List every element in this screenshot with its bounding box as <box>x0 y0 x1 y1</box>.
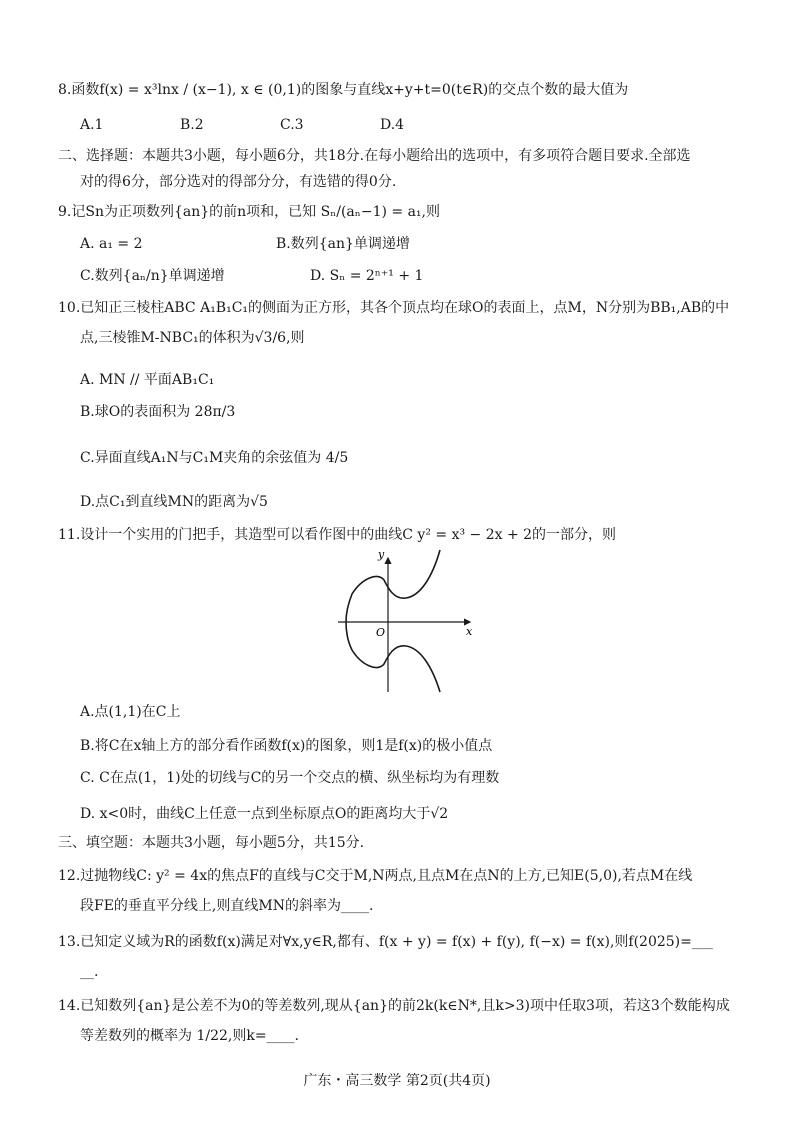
q11-option-c: C. C在点(1，1)处的切线与C的另一个交点的横、纵坐标均为有理数 <box>80 770 500 786</box>
q10-option-b: B.球O的表面积为 28π/3 <box>80 404 236 420</box>
q14-line2: 等差数列的概率为 1/22,则k=____. <box>80 1028 300 1044</box>
q10-option-d: D.点C₁到直线MN的距离为√5 <box>80 494 268 510</box>
q8-option-c: C.3 <box>280 117 304 133</box>
q12-line1: 12.过抛物线C: y² = 4x的焦点F的直线与C交于M,N两点,且点M在点N的上方,已知E(5,0),若点M在线 <box>58 868 693 884</box>
q8-option-d: D.4 <box>380 117 405 133</box>
q9-option-a: A. a₁ = 2 <box>80 236 143 252</box>
section3-title: 三、填空题：本题共3小题，每小题5分，共15分. <box>58 835 365 851</box>
curve-c <box>346 550 440 692</box>
q10-stem-line2: 点,三棱锥M-NBC₁的体积为√3/6,则 <box>80 330 305 346</box>
q11-option-a: A.点(1,1)在C上 <box>80 704 181 720</box>
q8-option-a: A.1 <box>80 117 104 133</box>
page-footer: 广东・高三数学 第2页(共4页) <box>303 1073 491 1089</box>
q9-option-b: B.数列{an}单调递增 <box>276 236 410 252</box>
section2-line1: 二、选择题：本题共3小题，每小题6分，共18分.在每小题给出的选项中，有多项符合题目要求.全部选 <box>58 148 691 164</box>
origin-label: O <box>376 626 386 639</box>
q10-option-c: C.异面直线A₁N与C₁M夹角的余弦值为 4/5 <box>80 450 349 466</box>
q11-stem: 11.设计一个实用的门把手，其造型可以看作图中的曲线C y² = x³ − 2x + 2的一部分，则 <box>58 527 617 543</box>
q13-line1: 13.已知定义域为R的函数f(x)满足对∀x,y∈R,都有、f(x + y) = f(x) + f(y), f(−x) = f(x),则f(2025)=___ <box>58 934 713 950</box>
q10-option-a: A. MN // 平面AB₁C₁ <box>80 372 215 388</box>
q12-line2: 段FE的垂直平分线上,则直线MN的斜率为____. <box>80 898 374 914</box>
q8-option-b: B.2 <box>180 117 204 133</box>
q10-stem-line1: 10.已知正三棱柱ABC A₁B₁C₁的侧面为正方形，其各个顶点均在球O的表面上，点M，N分别为BB₁,AB的中 <box>58 300 730 316</box>
q8-options <box>80 115 600 135</box>
q11-curve-graph <box>336 548 476 694</box>
x-axis-label: x <box>466 625 473 638</box>
q11-option-d: D. x<0时，曲线C上任意一点到坐标原点O的距离均大于√2 <box>80 806 449 822</box>
q14-line1: 14.已知数列{an}是公差不为0的等差数列,现从{an}的前2k(k∈N*,且k>3)项中任取3项，若这3个数能构成 <box>58 998 730 1014</box>
q13-line2: __. <box>80 964 99 980</box>
section2-line2: 对的得6分，部分选对的得部分分，有选错的得0分. <box>80 174 397 190</box>
q9-stem: 9.记Sn为正项数列{an}的前n项和，已知 Sₙ/(aₙ−1) = a₁,则 <box>58 204 440 220</box>
q9-option-d: D. Sₙ = 2ⁿ⁺¹ + 1 <box>310 268 424 284</box>
y-axis-label: y <box>378 548 385 561</box>
q11-option-b: B.将C在x轴上方的部分看作函数f(x)的图象，则1是f(x)的极小值点 <box>80 738 493 754</box>
q8-stem: 8.函数f(x) = x³lnx / (x−1), x ∈ (0,1)的图象与直线x+y+t=0(t∈R)的交点个数的最大值为 <box>58 82 629 98</box>
q9-option-c: C.数列{aₙ/n}单调递增 <box>80 268 225 284</box>
